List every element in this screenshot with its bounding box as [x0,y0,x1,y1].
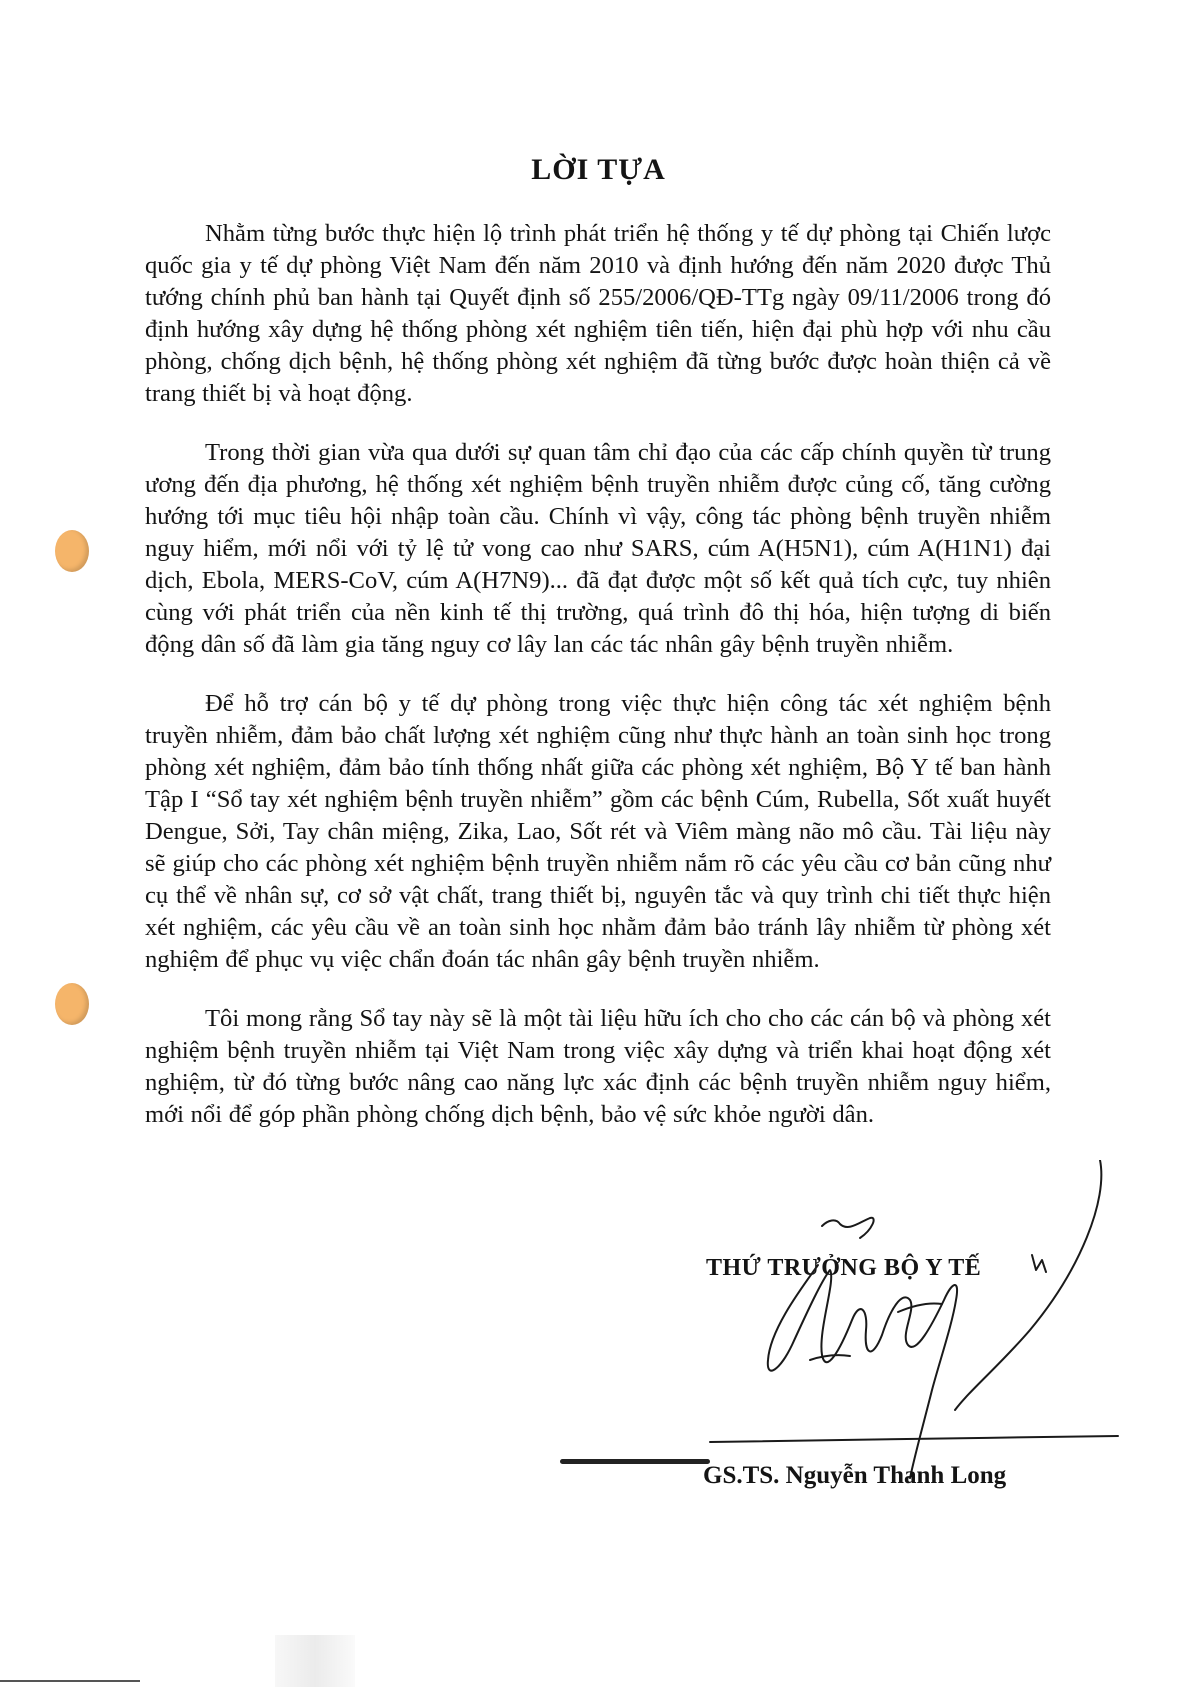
paragraph-1: Nhằm từng bước thực hiện lộ trình phát triển hệ thống y tế dự phòng tại Chiến lược quốc gia y tế dự phòng Việt Nam đến năm 2010 và định hướng đến năm 2020 được Thủ tướng chính phủ ban hành tại Quyết định số 255/2006/QĐ-TTg ngày 09/11/2006 trong đó định hướng xây dựng hệ thống phòng xét nghiệm tiên tiến, hiện đại phù hợp với nhu cầu phòng, chống dịch bệnh, hệ thống phòng xét nghiệm đã từng bước được hoàn thiện cả về trang thiết bị và hoạt động. [145,220,1051,407]
signer-name: GS.TS. Nguyễn Thanh Long [703,1462,1007,1489]
page-edge-rule [0,1680,140,1682]
scan-smudge [275,1635,355,1687]
paragraph-2: Trong thời gian vừa qua dưới sự quan tâm chỉ đạo của các cấp chính quyền từ trung ương đến địa phương, hệ thống xét nghiệm bệnh truyền nhiễm được củng cố, tăng cường hướng tới mục tiêu hội nhập toàn cầu. Chính vì vậy, công tác phòng bệnh truyền nhiễm nguy hiểm, mới nổi với tỷ lệ tử vong cao như SARS, cúm A(H5N1), cúm A(H1N1) đại dịch, Ebola, MERS-CoV, cúm A(H7N9)... đã đạt được một số kết quả tích cực, tuy nhiên cùng với phát triển của nền kinh tế thị trường, quá trình đô thị hóa, hiện tượng di biến động dân số đã làm gia tăng nguy cơ lây lan các tác nhân gây bệnh truyền nhiễm. [145,439,1051,658]
signer-title: THỨ TRƯỞNG BỘ Y TẾ [706,1255,982,1281]
hole-punch-mark [55,983,89,1025]
paragraph-4: Tôi mong rằng Sổ tay này sẽ là một tài liệu hữu ích cho cho các cán bộ và phòng xét nghiệm bệnh truyền nhiễm tại Việt Nam trong việc xây dựng và triển khai hoạt động xét nghiệm, từ đó từng bước nâng cao năng lực xác định các bệnh truyền nhiễm nguy hiểm, mới nổi để góp phần phòng chống dịch bệnh, bảo vệ sức khỏe người dân. [145,1005,1051,1128]
signature-rule [560,1459,710,1464]
handwritten-signature [560,1160,1120,1480]
hole-punch-mark [55,530,89,572]
paragraph-3: Để hỗ trợ cán bộ y tế dự phòng trong việc thực hiện công tác xét nghiệm bệnh truyền nhiễm, đảm bảo chất lượng xét nghiệm cũng như thực hành an toàn sinh học trong phòng xét nghiệm, đảm bảo tính thống nhất giữa các phòng xét nghiệm, Bộ Y tế ban hành Tập I “Sổ tay xét nghiệm bệnh truyền nhiễm” gồm các bệnh Cúm, Rubella, Sốt xuất huyết Dengue, Sởi, Tay chân miệng, Zika, Lao, Sốt rét và Viêm màng não mô cầu. Tài liệu này sẽ giúp cho các phòng xét nghiệm bệnh truyền nhiễm nắm rõ các yêu cầu cơ bản cũng như cụ thể về nhân sự, cơ sở vật chất, trang thiết bị, nguyên tắc và quy trình chi tiết thực hiện xét nghiệm, các yêu cầu về an toàn sinh học nhằm đảm bảo tránh lây nhiễm từ phòng xét nghiệm để phục vụ việc chẩn đoán tác nhân gây bệnh truyền nhiễm. [145,690,1051,973]
document-body [145,218,1051,1158]
document-title: LỜI TỰA [531,153,666,186]
